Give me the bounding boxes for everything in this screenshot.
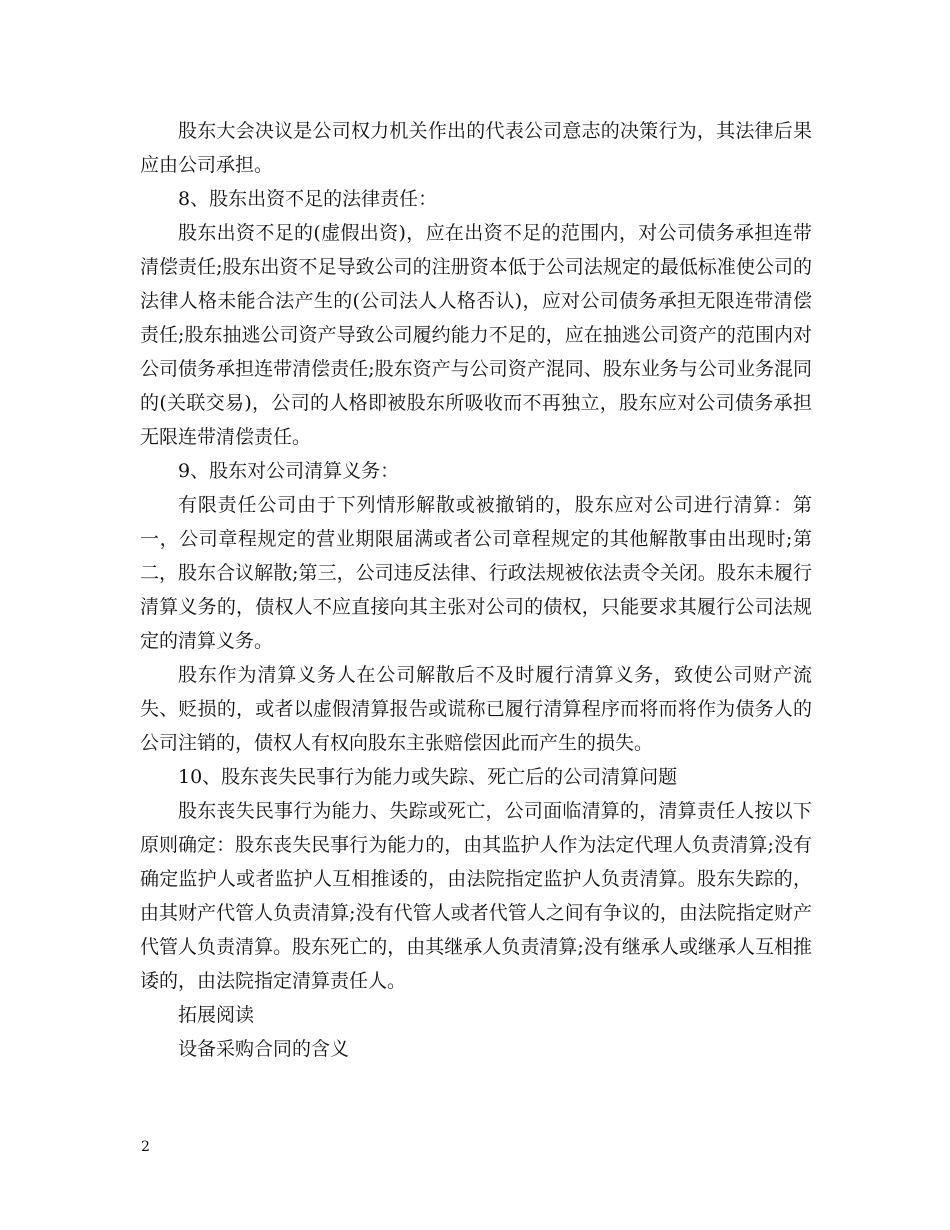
paragraph-capital-liability: 股东出资不足的(虚假出资)，应在出资不足的范围内，对公司债务承担连带清偿责任;股东出资不足导致公司的注册资本低于公司法规定的最低标准使公司的法律人格未能合法产生的(公司法人人格否认)，应对公司债务承担无限连带清偿责任;股东抽逃公司资产导致公司履约能力不足的，应在抽逃公司资产的范围内对公司债务承担连带清偿责任;股东资产与公司资产混同、股东业务与公司业务混同的(关联交易)，公司的人格即被股东所吸收而不再独立，股东应对公司债务承担无限连带清偿责任。 (140, 222, 812, 448)
extended-reading-title: 设备采购合同的含义 (178, 1038, 350, 1060)
heading-section-8: 8、股东出资不足的法律责任： (178, 188, 438, 210)
paragraph-resolution: 股东大会决议是公司权力机关作出的代表公司意志的决策行为，其法律后果应由公司承担。 (140, 120, 812, 176)
paragraph-liquidation-duty: 有限责任公司由于下列情形解散或被撤销的，股东应对公司进行清算：第一，公司章程规定的营业期限届满或者公司章程规定的其他解散事由出现时;第二，股东合议解散;第三，公司违反法律、行政法规被依法责令关闭。股东未履行清算义务的，债权人不应直接向其主张对公司的债权，只能要求其履行公司法规定的清算义务。 (140, 494, 812, 652)
page-number: 2 (141, 1139, 150, 1155)
heading-section-10: 10、股东丧失民事行为能力或失踪、死亡后的公司清算问题 (178, 766, 678, 788)
extended-reading-label: 拓展阅读 (178, 1004, 255, 1026)
paragraph-creditor-rights: 股东作为清算义务人在公司解散后不及时履行清算义务，致使公司财产流失、贬损的，或者以虚假清算报告或谎称已履行清算程序而将而将作为债务人的公司注销的，债权人有权向股东主张赔偿因此而产生的损失。 (140, 664, 812, 754)
heading-section-9: 9、股东对公司清算义务： (178, 460, 400, 482)
document-body (140, 114, 812, 1066)
paragraph-liquidation-responsibility: 股东丧失民事行为能力、失踪或死亡，公司面临清算的，清算责任人按以下原则确定：股东丧失民事行为能力的，由其监护人作为法定代理人负责清算;没有确定监护人或者监护人互相推诿的，由法院指定监护人负责清算。股东失踪的，由其财产代管人负责清算;没有代管人或者代管人之间有争议的，由法院指定财产代管人负责清算。股东死亡的，由其继承人负责清算;没有继承人或继承人互相推诿的，由法院指定清算责任人。 (140, 800, 812, 992)
